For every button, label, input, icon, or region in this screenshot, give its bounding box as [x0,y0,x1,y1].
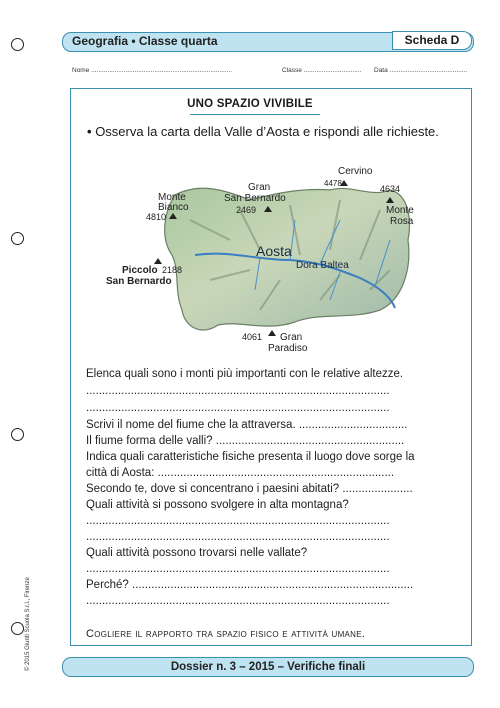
peak-2-name1: Gran [248,182,271,193]
question-line[interactable]: Il fiume forma delle valli? ........................................................... [86,435,405,447]
answer-line[interactable]: ............................................................................................... [86,595,390,607]
header-title: Geografia • Classe quarta [72,34,218,48]
peak-4-name1: Monte [386,205,414,216]
question-line: Quali attività si possono svolgere in alta montagna? [86,499,349,511]
city-aosta: Aosta [256,243,292,259]
objective-note: Cogliere il rapporto tra spazio fisico e attività umane. [86,628,366,640]
peak-1-name1: Cervino [338,166,373,177]
peak-6-height: 4061 [242,332,263,342]
data-field[interactable]: Data ........................................... [374,67,468,74]
peak-5-height: 2188 [162,265,183,275]
peak-4-height: 4634 [380,184,401,194]
exercise-title: UNO SPAZIO VIVIBILE [187,98,313,110]
river-label: Dora Baltea [296,260,349,271]
scheda-label: Scheda D [392,31,472,50]
peak-3-name1: Monte [158,192,186,203]
peak-3-name2: Bianco [158,202,189,213]
question-line[interactable]: città di Aosta: .......................................................................... [86,467,395,479]
answer-line[interactable]: ............................................................................................... [86,515,390,527]
instruction-bullet: • [87,124,92,139]
binder-hole-4 [11,622,24,635]
instruction-text: Osserva la carta della Valle d’Aosta e rispondi alle richieste. [95,124,439,139]
peak-6-name1: Gran [280,332,303,343]
answer-line[interactable]: ............................................................................................... [86,402,390,414]
title-underline [190,114,320,115]
question-line: Elenca quali sono i monti più importanti con le relative altezze. [86,368,404,380]
classe-field[interactable]: Classe ................................ [282,67,362,74]
peak-3-height: 4810 [146,212,167,222]
peak-5-name1: Piccolo [122,265,158,276]
binder-hole-1 [11,38,24,51]
peak-6-name2: Paradiso [268,343,308,354]
copyright-note: © 2015 Giunti Scuola S.r.l., Firenze [25,577,31,671]
question-line: Quali attività possono trovarsi nelle vallate? [86,547,308,559]
instruction [87,123,457,141]
question-line: Indica quali caratteristiche fisiche presenta il luogo dove sorge la [86,451,415,463]
peak-2-height: 2469 [236,205,257,215]
valle-daosta-map [90,160,470,355]
peak-5-marker [154,258,162,264]
peak-5-name2: San Bernardo [106,276,172,287]
peak-1-height: 4478 [324,179,342,188]
binder-hole-3 [11,428,24,441]
binder-hole-2 [11,232,24,245]
footer-bar: Dossier n. 3 – 2015 – Verifiche finali [62,657,474,677]
question-line[interactable]: Secondo te, dove si concentrano i paesini abitati? ...................... [86,483,413,495]
peak-2-name2: San Bernardo [224,193,286,204]
question-line[interactable]: Perché? ........................................................................................ [86,579,414,591]
peak-4-name2: Rosa [390,216,414,227]
answer-line[interactable]: ............................................................................................... [86,385,390,397]
question-line[interactable]: Scrivi il nome del fiume che la attraversa. .................................. [86,419,408,431]
answer-line[interactable]: ............................................................................................... [86,531,390,543]
peak-6-marker [268,330,276,336]
answer-line[interactable]: ............................................................................................... [86,563,390,575]
nome-field[interactable]: Nome .............................................................................. [72,67,233,74]
